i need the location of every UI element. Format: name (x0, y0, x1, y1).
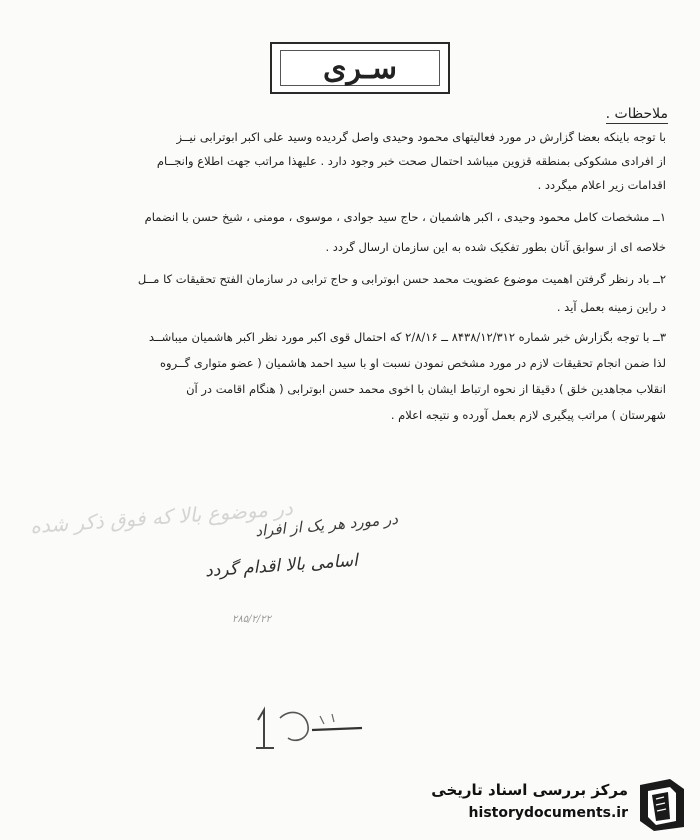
body-line: با توجه باینکه بعضا گزارش در مورد فعالیتهای محمود وحیدی واصل گردیده وسید علی اکبر ابوترابی نیــز (176, 130, 666, 144)
body-line: انقلاب مجاهدین خلق ) دقیقا از نحوه ارتباط ایشان با اخوی محمد حسن ابوترابی ( هنگام اقامت در آن (186, 382, 666, 396)
body-line: خلاصه ای از سوابق آنان بطور تفکیک شده به این سازمان ارسال گردد . (325, 240, 666, 254)
remarks-heading: ملاحظات . (605, 106, 668, 122)
watermark-title: مرکز بررسی اسناد تاریخی (431, 781, 628, 799)
body-line: ۱ــ مشخصات کامل محمود وحیدی ، اکبر هاشمیان ، حاج سید جوادی ، موسوی ، مومنی ، شیخ حسن با انضمام (144, 210, 666, 224)
classification-stamp (270, 42, 450, 94)
body-line: ۳ــ با توجه بگزارش خبر شماره ۸۴۳۸/۱۲/۳۱۲ ــ ۲/۸/۱۶ که احتمال قوی اکبر مورد نظر اکبر هاشمیان میباشــد (148, 330, 666, 344)
body-line: اقدامات زیر اعلام میگردد . (537, 178, 666, 192)
handwritten-note-line: اسامی بالا اقدام گردد (204, 550, 359, 582)
handwritten-note-line: در مورد هر یک از افراد (254, 509, 399, 541)
body-line: شهرستان ) مراتب پیگیری لازم بعمل آورده و نتیجه اعلام . (390, 408, 666, 422)
watermark-url: historydocuments.ir (468, 805, 628, 821)
handwritten-number: ۲۸۵/۲/۲۲ (232, 614, 271, 625)
bottom-signature-mark (250, 700, 370, 760)
body-line: لذا ضمن انجام تحقیقات لازم در مورد مشخص نمودن نسبت او با سید احمد هاشمیان ( عضو متواری گــروه (160, 356, 666, 370)
body-line: د راین زمینه بعمل آید . (556, 300, 666, 314)
body-line: از افرادی مشکوکی بمنطقه قزوین میباشد احتمال صحت خبر وجود دارد . علیهذا مراتب جهت اطلاع وانجــام (156, 154, 666, 168)
archive-watermark (415, 775, 690, 835)
body-line: ۲ــ باد رنظر گرفتن اهمیت موضوع عضویت محمد حسن ابوترابی و حاج ترابی در سازمان الفتح تحقیقات کا مــل (137, 272, 666, 286)
faint-handwriting: در موضوع بالا که فوق ذکر شده (29, 495, 294, 539)
classification-stamp-text: سـری (323, 50, 397, 86)
archive-logo-icon (634, 775, 690, 833)
